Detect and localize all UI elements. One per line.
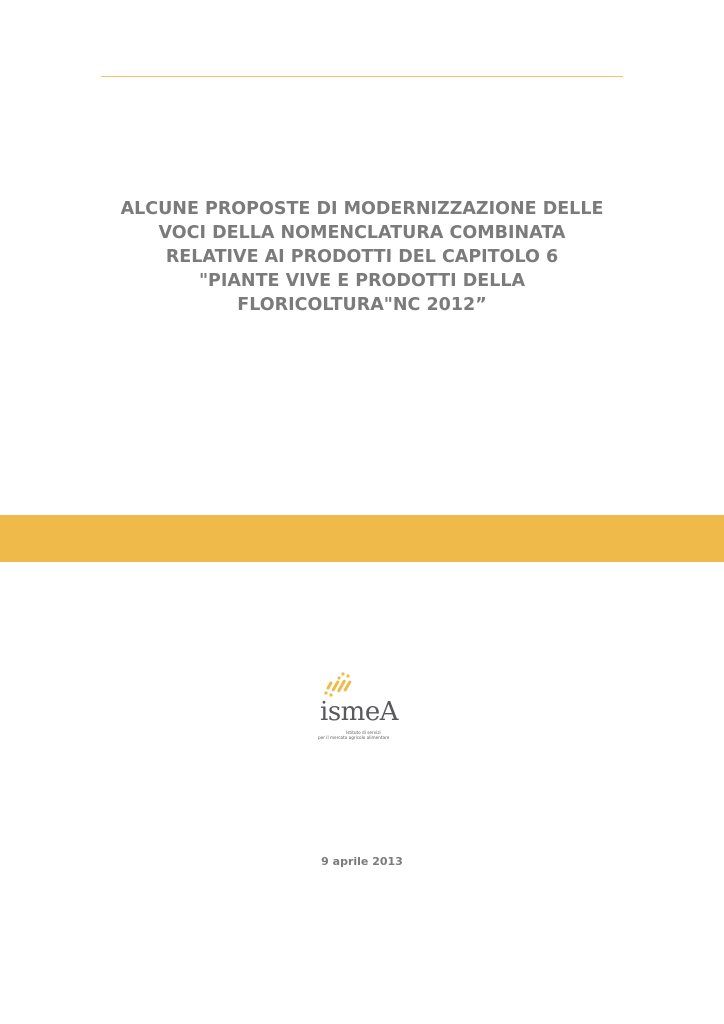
logo-tagline: per il mercato agricolo alimentare [318, 735, 390, 740]
document-title [62, 197, 662, 317]
title-line: VOCI DELLA NOMENCLATURA COMBINATA [158, 223, 566, 243]
document-date: 9 aprile 2013 [321, 855, 403, 868]
title-line: ALCUNE PROPOSTE DI MODERNIZZAZIONE DELLE [120, 199, 604, 219]
title-line: RELATIVE AI PRODOTTI DEL CAPITOLO 6 [165, 247, 559, 267]
title-line: "PIANTE VIVE E PRODOTTI DELLA [198, 271, 526, 291]
header-rule [101, 76, 623, 77]
logo-tagline: Istituto di servizi [346, 730, 381, 735]
title-line: FLORICOLTURA"NC 2012” [237, 295, 487, 315]
accent-band [0, 515, 724, 562]
ismea-logo [316, 671, 412, 747]
logo-wordmark: ismeA [320, 697, 398, 727]
